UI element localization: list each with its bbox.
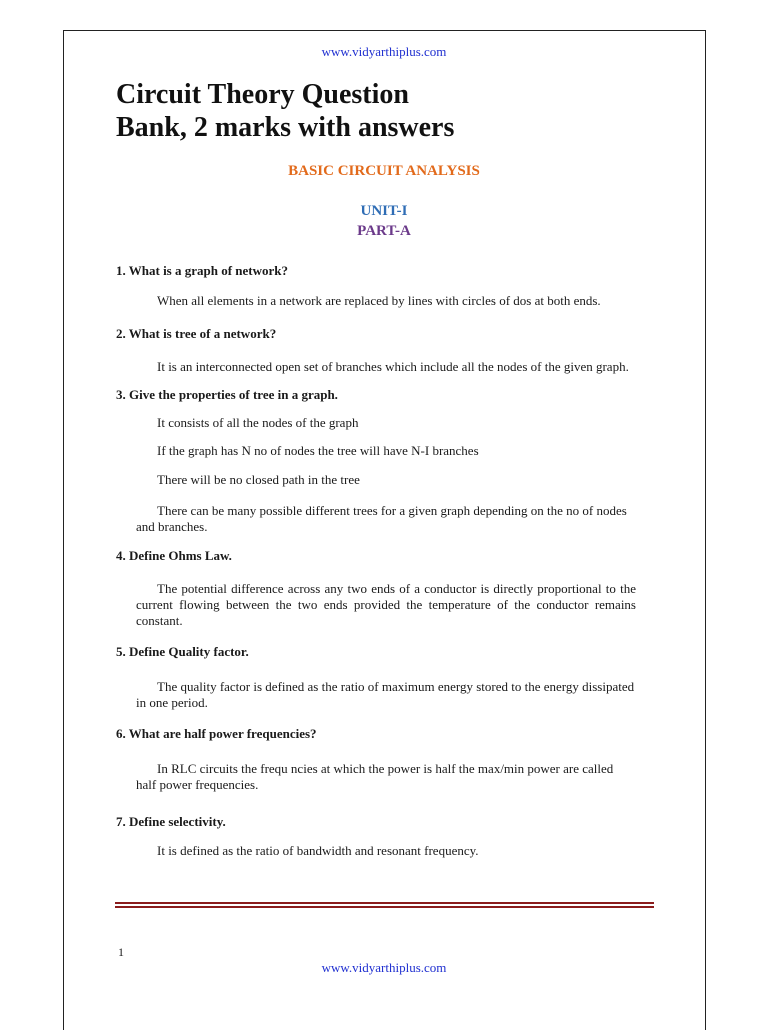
footer-link[interactable]: www.vidyarthiplus.com [321,960,447,975]
answer-5: The quality factor is defined as the ratio of maximum energy stored to the energy dissipated in one period. [136,679,635,710]
title-line-1: Circuit Theory Question [116,79,409,110]
unit-heading: UNIT-I [360,203,408,219]
part-heading: PART-A [357,223,411,239]
answer-1: When all elements in a network are replaced by lines with circles of dos at both ends. [157,293,601,308]
answer-7: It is defined as the ratio of bandwidth and resonant frequency. [157,843,479,858]
question-1: 1. What is a graph of network? [116,263,289,278]
answer-3-item-4: There can be many possible different trees for a given graph depending on the no of nodes and branches. [136,503,627,534]
question-list [116,263,636,859]
question-7: 7. Define selectivity. [116,814,226,829]
question-4: 4. Define Ohms Law. [116,548,232,563]
footer-rule [115,902,654,908]
answer-2: It is an interconnected open set of branches which include all the nodes of the given graph. [157,359,629,374]
title-line-2: Bank, 2 marks with answers [116,112,455,143]
question-3: 3. Give the properties of tree in a graph. [116,387,338,402]
question-6: 6. What are half power frequencies? [116,726,317,741]
question-2: 2. What is tree of a network? [116,326,277,341]
answer-6: In RLC circuits the frequ ncies at which the power is half the max/min power are called half power frequencies. [136,761,614,792]
answer-3-item-2: If the graph has N no of nodes the tree will have N-I branches [157,443,479,458]
answer-3-item-3: There will be no closed path in the tree [157,472,360,487]
question-5: 5. Define Quality factor. [116,644,249,659]
answer-3-item-1: It consists of all the nodes of the graph [157,415,359,430]
header-link[interactable]: www.vidyarthiplus.com [321,44,447,59]
subject-heading: BASIC CIRCUIT ANALYSIS [288,163,480,179]
answer-4: The potential difference across any two ends of a conductor is directly proportional to the current flowing between the two ends provided the temperature of the conductor remains constant. [136,581,636,628]
document-title [116,78,636,144]
page-number: 1 [118,945,124,959]
